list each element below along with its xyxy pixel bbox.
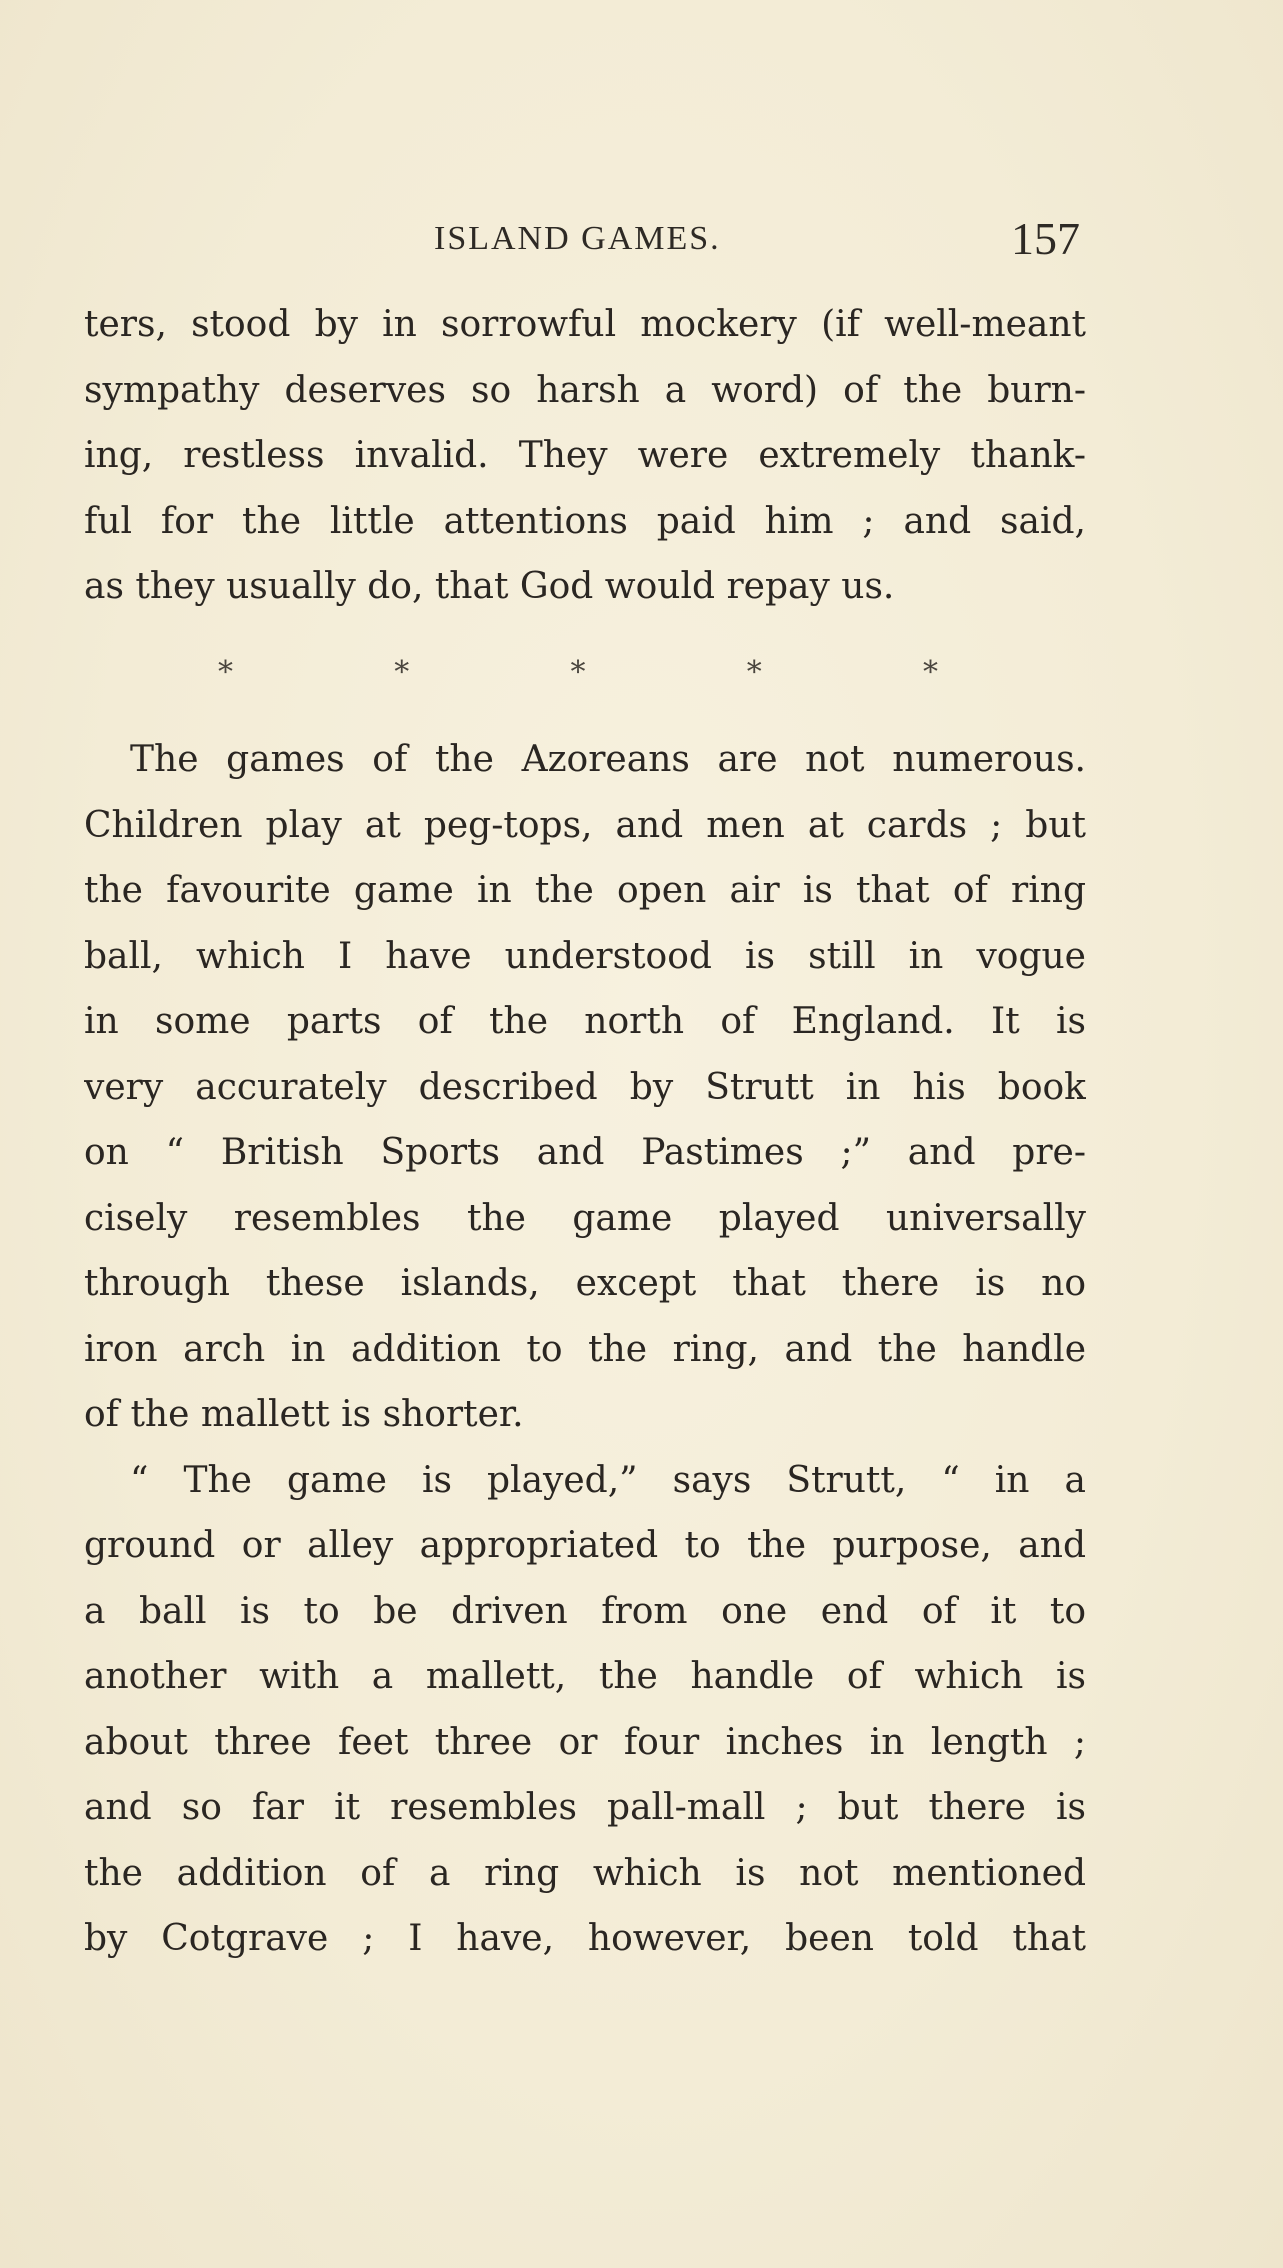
text-line: about three feet three or four inches in length ; bbox=[84, 1721, 1086, 1763]
asterisk: * bbox=[394, 654, 410, 690]
text-line: as they usually do, that God would repay us. bbox=[84, 566, 895, 607]
text-line: sympathy deserves so harsh a word) of the burn- bbox=[84, 369, 1086, 411]
body-text bbox=[84, 292, 1086, 1972]
text-line: in some parts of the north of England. It is bbox=[84, 1001, 1086, 1042]
text-line: a ball is to be driven from one end of it to bbox=[84, 1590, 1086, 1632]
text-line: iron arch in addition to the ring, and the handle bbox=[84, 1328, 1086, 1370]
text-line: another with a mallett, the handle of which is bbox=[84, 1656, 1086, 1697]
text-line: ful for the little attentions paid him ; and said, bbox=[84, 500, 1086, 542]
running-head bbox=[84, 212, 1086, 272]
page-number: 157 bbox=[1011, 213, 1080, 264]
text-line: very accurately described by Strutt in his book bbox=[84, 1066, 1086, 1108]
text-line: The games of the Azoreans are not numerous. bbox=[130, 739, 1086, 780]
text-line: ball, which I have understood is still in vogue bbox=[84, 935, 1086, 977]
text-line: the addition of a ring which is not mentioned bbox=[84, 1852, 1086, 1894]
asterisk: * bbox=[923, 654, 938, 690]
asterisk: * bbox=[746, 654, 762, 690]
paragraph-1 bbox=[84, 292, 1086, 620]
section-separator bbox=[218, 640, 938, 706]
paragraph-3 bbox=[84, 1448, 1086, 1972]
text-line: Children play at peg-tops, and men at cards ; but bbox=[84, 804, 1086, 846]
text-line: ters, stood by in sorrowful mockery (if well-meant bbox=[84, 304, 1086, 345]
text-line: and so far it resembles pall-mall ; but there is bbox=[84, 1787, 1086, 1828]
text-line: on “ British Sports and Pastimes ;” and pre- bbox=[84, 1132, 1086, 1173]
text-line: of the mallett is shorter. bbox=[84, 1394, 524, 1435]
text-line: the favourite game in the open air is that of ring bbox=[84, 870, 1086, 911]
paragraph-2 bbox=[84, 727, 1086, 1448]
text-line: cisely resembles the game played universally bbox=[84, 1197, 1086, 1239]
text-line: through these islands, except that there is no bbox=[84, 1263, 1086, 1304]
text-line: by Cotgrave ; I have, however, been told that bbox=[84, 1918, 1086, 1959]
text-line: ing, restless invalid. They were extremely thank- bbox=[84, 435, 1086, 476]
asterisk: * bbox=[570, 654, 586, 690]
running-title: ISLAND GAMES. bbox=[434, 220, 721, 257]
asterisk: * bbox=[218, 654, 233, 690]
text-line: ground or alley appropriated to the purpose, and bbox=[84, 1525, 1086, 1566]
text-line: “ The game is played,” says Strutt, “ in a bbox=[130, 1459, 1086, 1501]
